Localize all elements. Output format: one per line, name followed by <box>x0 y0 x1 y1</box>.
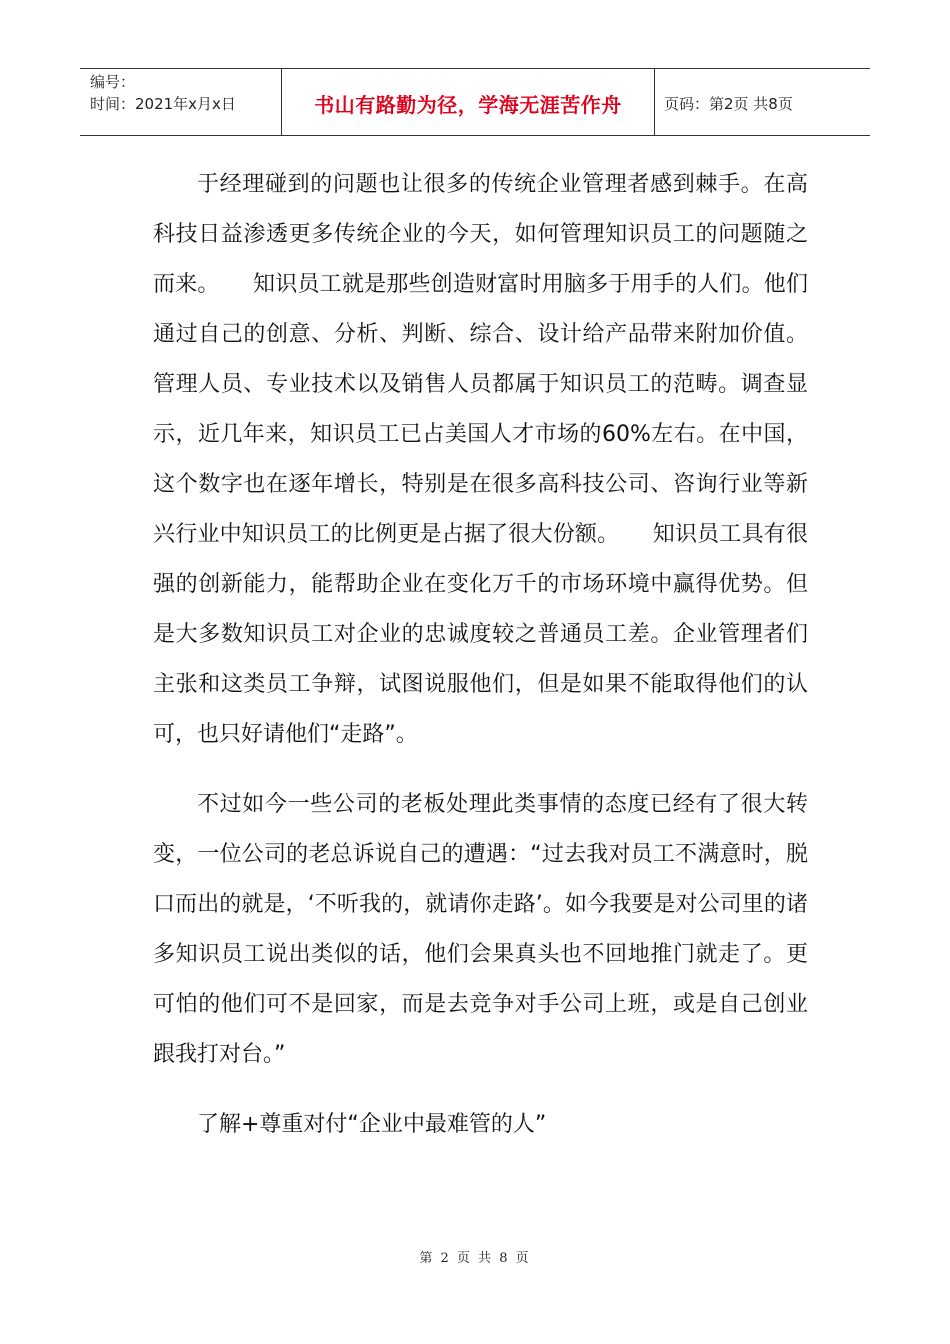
document-body <box>153 160 808 1150</box>
document-header <box>80 68 870 136</box>
document-number-label: 编号： <box>90 73 136 91</box>
header-page-info: 页码：第2页 共8页 <box>664 95 793 113</box>
header-meta <box>90 71 236 115</box>
section-heading: 了解+尊重对付“企业中最难管的人” <box>197 1112 547 1137</box>
header-divider-right <box>654 69 655 136</box>
body-paragraph-2: 不过如今一些公司的老板处理此类事情的态度已经有了很大转变，一位公司的老总诉说自己的遭遇：“过去我对员工不满意时，脱口而出的就是，‘不听我的，就请你走路’。如今我要是对公司里的诸多知识员工说出类似的话，他们会果真头也不回地推门就走了。更可怕的他们可不是回家，而是去竞争对手公司上班，或是自己创业跟我打对台。” <box>153 792 808 1067</box>
document-date-label: 时间：2021年x月x日 <box>90 95 236 113</box>
header-motto: 书山有路勤为径，学海无涯苦作舟 <box>314 93 622 117</box>
page-footer: 第 2 页 共 8 页 <box>419 1251 531 1266</box>
body-paragraph-1: 于经理碰到的问题也让很多的传统企业管理者感到棘手。在高科技日益渗透更多传统企业的今天，如何管理知识员工的问题随之而来。 知识员工就是那些创造财富时用脑多于用手的人们。他们通过自己的创意、分析、判断、综合、设计给产品带来附加价值。管理人员、专业技术以及销售人员都属于知识员工的范畴。调查显示，近几年来，知识员工已占美国人才市场的60%左右。在中国，这个数字也在逐年增长，特别是在很多高科技公司、咨询行业等新兴行业中知识员工的比例更是占据了很大份额。 知识员工具有很强的创新能力，能帮助企业在变化万千的市场环境中赢得优势。但是大多数知识员工对企业的忠诚度较之普通员工差。企业管理者们主张和这类员工争辩，试图说服他们，但是如果不能取得他们的认可，也只好请他们“走路”。 <box>153 172 808 747</box>
